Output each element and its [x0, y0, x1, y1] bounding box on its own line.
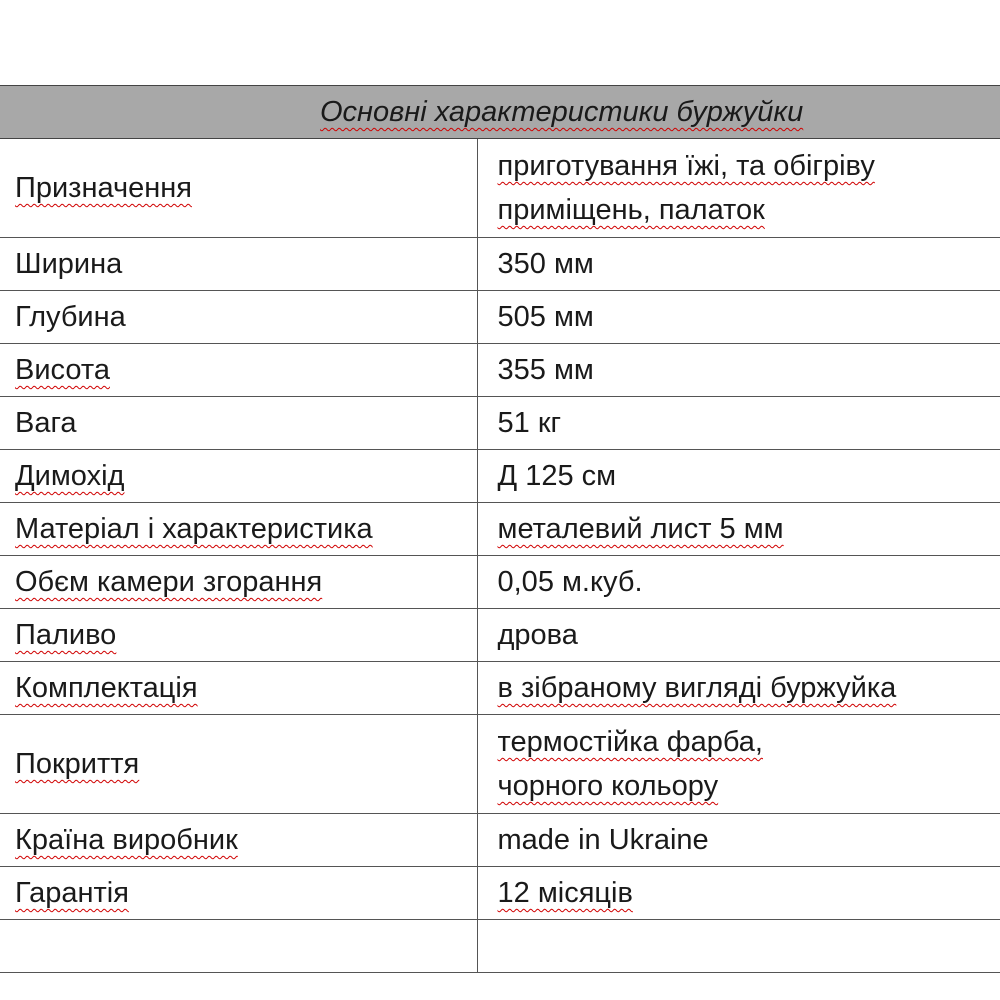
table-row	[0, 238, 1000, 291]
table-title: Основні характеристики буржуйки	[0, 86, 1000, 139]
spec-label-chamber-volume: Обєм камери згорання	[0, 556, 477, 609]
table-row	[0, 662, 1000, 715]
spec-label-height: Висота	[0, 344, 477, 397]
table-row	[0, 139, 1000, 238]
spec-value-purpose: приготування їжі, та обігріву приміщень, палаток	[477, 139, 1000, 238]
empty-cell	[477, 920, 1000, 973]
spec-value-height: 355 мм	[477, 344, 1000, 397]
spec-value-width: 350 мм	[477, 238, 1000, 291]
spec-label-width: Ширина	[0, 238, 477, 291]
table-row	[0, 344, 1000, 397]
spec-label-chimney: Димохід	[0, 450, 477, 503]
spec-label-purpose: Призначення	[0, 139, 477, 238]
table-row	[0, 291, 1000, 344]
spec-value-chamber-volume: 0,05 м.куб.	[477, 556, 1000, 609]
spec-value-coating: термостійка фарба, чорного кольору	[477, 715, 1000, 814]
table-row	[0, 867, 1000, 920]
specifications-table	[0, 85, 1000, 973]
table-row	[0, 609, 1000, 662]
empty-cell	[0, 920, 477, 973]
spec-value-warranty: 12 місяців	[477, 867, 1000, 920]
table-row-empty	[0, 920, 1000, 973]
spec-value-package: в зібраному вигляді буржуйка	[477, 662, 1000, 715]
table-header-row	[0, 86, 1000, 139]
spec-value-weight: 51 кг	[477, 397, 1000, 450]
spec-label-depth: Глубина	[0, 291, 477, 344]
table-row	[0, 556, 1000, 609]
spec-label-coating: Покриття	[0, 715, 477, 814]
spec-label-country: Країна виробник	[0, 814, 477, 867]
table-row	[0, 715, 1000, 814]
spec-label-material: Матеріал і характеристика	[0, 503, 477, 556]
spec-label-weight: Вага	[0, 397, 477, 450]
table-row	[0, 397, 1000, 450]
table-row	[0, 450, 1000, 503]
spec-value-chimney: Д 125 см	[477, 450, 1000, 503]
spec-label-warranty: Гарантія	[0, 867, 477, 920]
spec-value-depth: 505 мм	[477, 291, 1000, 344]
table-row	[0, 814, 1000, 867]
spec-value-material: металевий лист 5 мм	[477, 503, 1000, 556]
spec-value-country: made in Ukraine	[477, 814, 1000, 867]
spec-value-fuel: дрова	[477, 609, 1000, 662]
spec-label-package: Комплектація	[0, 662, 477, 715]
table-row	[0, 503, 1000, 556]
spec-label-fuel: Паливо	[0, 609, 477, 662]
